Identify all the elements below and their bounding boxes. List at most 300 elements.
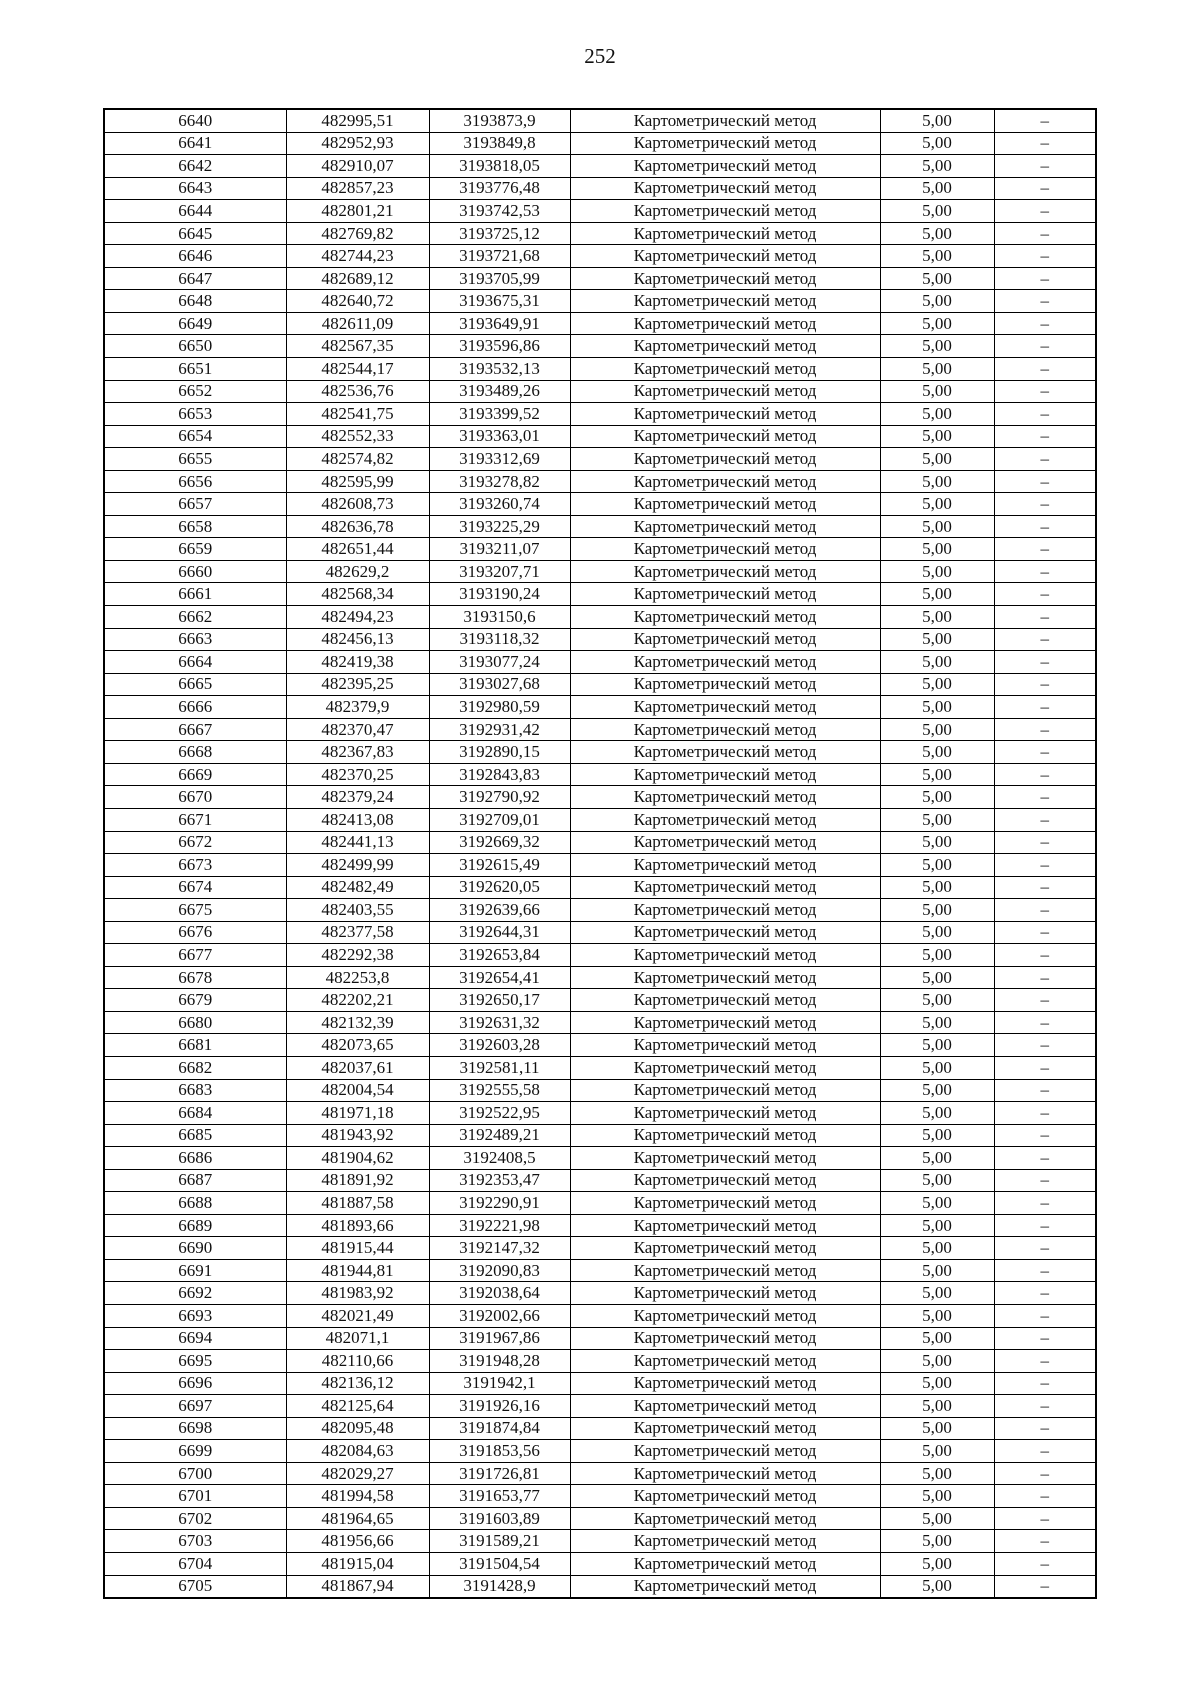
point-number-cell: 6662	[104, 606, 286, 629]
note-cell: –	[994, 200, 1096, 223]
table-row	[104, 876, 1096, 899]
method-cell: Картометрический метод	[570, 1169, 880, 1192]
note-cell: –	[994, 109, 1096, 132]
x-coordinate-cell: 482536,76	[286, 380, 429, 403]
coordinates-table	[103, 108, 1097, 1599]
accuracy-cell: 5,00	[880, 1147, 994, 1170]
x-coordinate-cell: 482095,48	[286, 1417, 429, 1440]
note-cell: –	[994, 1575, 1096, 1598]
point-number-cell: 6705	[104, 1575, 286, 1598]
method-cell: Картометрический метод	[570, 1575, 880, 1598]
x-coordinate-cell: 482952,93	[286, 132, 429, 155]
note-cell: –	[994, 1440, 1096, 1463]
point-number-cell: 6690	[104, 1237, 286, 1260]
accuracy-cell: 5,00	[880, 718, 994, 741]
note-cell: –	[994, 899, 1096, 922]
y-coordinate-cell: 3193742,53	[429, 200, 570, 223]
x-coordinate-cell: 482292,38	[286, 944, 429, 967]
point-number-cell: 6680	[104, 1011, 286, 1034]
y-coordinate-cell: 3192522,95	[429, 1102, 570, 1125]
point-number-cell: 6676	[104, 921, 286, 944]
table-row	[104, 493, 1096, 516]
y-coordinate-cell: 3193278,82	[429, 470, 570, 493]
method-cell: Картометрический метод	[570, 470, 880, 493]
accuracy-cell: 5,00	[880, 425, 994, 448]
table-row	[104, 583, 1096, 606]
note-cell: –	[994, 132, 1096, 155]
y-coordinate-cell: 3192038,64	[429, 1282, 570, 1305]
method-cell: Картометрический метод	[570, 1372, 880, 1395]
point-number-cell: 6666	[104, 696, 286, 719]
x-coordinate-cell: 481971,18	[286, 1102, 429, 1125]
table-row	[104, 1462, 1096, 1485]
note-cell: –	[994, 155, 1096, 178]
point-number-cell: 6681	[104, 1034, 286, 1057]
note-cell: –	[994, 1169, 1096, 1192]
table-row	[104, 200, 1096, 223]
table-row	[104, 380, 1096, 403]
point-number-cell: 6648	[104, 290, 286, 313]
accuracy-cell: 5,00	[880, 1237, 994, 1260]
note-cell: –	[994, 1530, 1096, 1553]
table-row	[104, 1056, 1096, 1079]
method-cell: Картометрический метод	[570, 267, 880, 290]
table-row	[104, 109, 1096, 132]
accuracy-cell: 5,00	[880, 1304, 994, 1327]
accuracy-cell: 5,00	[880, 109, 994, 132]
note-cell: –	[994, 245, 1096, 268]
x-coordinate-cell: 481867,94	[286, 1575, 429, 1598]
point-number-cell: 6691	[104, 1259, 286, 1282]
table-row	[104, 245, 1096, 268]
note-cell: –	[994, 1417, 1096, 1440]
accuracy-cell: 5,00	[880, 335, 994, 358]
table-row	[104, 673, 1096, 696]
method-cell: Картометрический метод	[570, 1440, 880, 1463]
point-number-cell: 6659	[104, 538, 286, 561]
point-number-cell: 6657	[104, 493, 286, 516]
method-cell: Картометрический метод	[570, 1259, 880, 1282]
point-number-cell: 6670	[104, 786, 286, 809]
note-cell: –	[994, 673, 1096, 696]
method-cell: Картометрический метод	[570, 1034, 880, 1057]
note-cell: –	[994, 1192, 1096, 1215]
y-coordinate-cell: 3193207,71	[429, 560, 570, 583]
method-cell: Картометрический метод	[570, 966, 880, 989]
point-number-cell: 6683	[104, 1079, 286, 1102]
note-cell: –	[994, 1553, 1096, 1576]
method-cell: Картометрический метод	[570, 1350, 880, 1373]
note-cell: –	[994, 944, 1096, 967]
accuracy-cell: 5,00	[880, 876, 994, 899]
x-coordinate-cell: 482004,54	[286, 1079, 429, 1102]
point-number-cell: 6643	[104, 177, 286, 200]
x-coordinate-cell: 482084,63	[286, 1440, 429, 1463]
point-number-cell: 6698	[104, 1417, 286, 1440]
y-coordinate-cell: 3192290,91	[429, 1192, 570, 1215]
y-coordinate-cell: 3192147,32	[429, 1237, 570, 1260]
accuracy-cell: 5,00	[880, 989, 994, 1012]
point-number-cell: 6665	[104, 673, 286, 696]
method-cell: Картометрический метод	[570, 1553, 880, 1576]
accuracy-cell: 5,00	[880, 1417, 994, 1440]
accuracy-cell: 5,00	[880, 1011, 994, 1034]
point-number-cell: 6652	[104, 380, 286, 403]
accuracy-cell: 5,00	[880, 1485, 994, 1508]
point-number-cell: 6641	[104, 132, 286, 155]
method-cell: Картометрический метод	[570, 493, 880, 516]
accuracy-cell: 5,00	[880, 966, 994, 989]
y-coordinate-cell: 3192631,32	[429, 1011, 570, 1034]
accuracy-cell: 5,00	[880, 177, 994, 200]
method-cell: Картометрический метод	[570, 335, 880, 358]
accuracy-cell: 5,00	[880, 1372, 994, 1395]
accuracy-cell: 5,00	[880, 200, 994, 223]
point-number-cell: 6658	[104, 515, 286, 538]
point-number-cell: 6653	[104, 403, 286, 426]
method-cell: Картометрический метод	[570, 1079, 880, 1102]
table-row	[104, 1417, 1096, 1440]
y-coordinate-cell: 3192221,98	[429, 1214, 570, 1237]
method-cell: Картометрический метод	[570, 921, 880, 944]
note-cell: –	[994, 876, 1096, 899]
x-coordinate-cell: 482769,82	[286, 222, 429, 245]
accuracy-cell: 5,00	[880, 651, 994, 674]
accuracy-cell: 5,00	[880, 1440, 994, 1463]
x-coordinate-cell: 482021,49	[286, 1304, 429, 1327]
method-cell: Картометрический метод	[570, 1056, 880, 1079]
note-cell: –	[994, 267, 1096, 290]
note-cell: –	[994, 1034, 1096, 1057]
method-cell: Картометрический метод	[570, 989, 880, 1012]
note-cell: –	[994, 763, 1096, 786]
x-coordinate-cell: 482071,1	[286, 1327, 429, 1350]
point-number-cell: 6661	[104, 583, 286, 606]
accuracy-cell: 5,00	[880, 673, 994, 696]
note-cell: –	[994, 989, 1096, 1012]
accuracy-cell: 5,00	[880, 155, 994, 178]
x-coordinate-cell: 482379,9	[286, 696, 429, 719]
table-row	[104, 1575, 1096, 1598]
method-cell: Картометрический метод	[570, 1282, 880, 1305]
accuracy-cell: 5,00	[880, 380, 994, 403]
point-number-cell: 6703	[104, 1530, 286, 1553]
x-coordinate-cell: 481944,81	[286, 1259, 429, 1282]
note-cell: –	[994, 493, 1096, 516]
method-cell: Картометрический метод	[570, 899, 880, 922]
method-cell: Картометрический метод	[570, 741, 880, 764]
x-coordinate-cell: 482636,78	[286, 515, 429, 538]
table-row	[104, 425, 1096, 448]
point-number-cell: 6663	[104, 628, 286, 651]
x-coordinate-cell: 482110,66	[286, 1350, 429, 1373]
table-row	[104, 267, 1096, 290]
accuracy-cell: 5,00	[880, 358, 994, 381]
accuracy-cell: 5,00	[880, 403, 994, 426]
point-number-cell: 6650	[104, 335, 286, 358]
accuracy-cell: 5,00	[880, 222, 994, 245]
table-row	[104, 132, 1096, 155]
y-coordinate-cell: 3193363,01	[429, 425, 570, 448]
x-coordinate-cell: 482073,65	[286, 1034, 429, 1057]
table-row	[104, 966, 1096, 989]
table-row	[104, 1147, 1096, 1170]
method-cell: Картометрический метод	[570, 155, 880, 178]
point-number-cell: 6673	[104, 854, 286, 877]
method-cell: Картометрический метод	[570, 312, 880, 335]
y-coordinate-cell: 3192620,05	[429, 876, 570, 899]
note-cell: –	[994, 1485, 1096, 1508]
point-number-cell: 6669	[104, 763, 286, 786]
table-row	[104, 538, 1096, 561]
point-number-cell: 6701	[104, 1485, 286, 1508]
x-coordinate-cell: 482640,72	[286, 290, 429, 313]
point-number-cell: 6642	[104, 155, 286, 178]
table-row	[104, 290, 1096, 313]
accuracy-cell: 5,00	[880, 1575, 994, 1598]
y-coordinate-cell: 3193190,24	[429, 583, 570, 606]
y-coordinate-cell: 3193118,32	[429, 628, 570, 651]
table-row	[104, 515, 1096, 538]
accuracy-cell: 5,00	[880, 560, 994, 583]
y-coordinate-cell: 3192709,01	[429, 808, 570, 831]
accuracy-cell: 5,00	[880, 1350, 994, 1373]
x-coordinate-cell: 482370,47	[286, 718, 429, 741]
method-cell: Картометрический метод	[570, 651, 880, 674]
accuracy-cell: 5,00	[880, 1079, 994, 1102]
x-coordinate-cell: 482377,58	[286, 921, 429, 944]
y-coordinate-cell: 3193150,6	[429, 606, 570, 629]
method-cell: Картометрический метод	[570, 1417, 880, 1440]
point-number-cell: 6697	[104, 1395, 286, 1418]
y-coordinate-cell: 3192650,17	[429, 989, 570, 1012]
table-row	[104, 786, 1096, 809]
method-cell: Картометрический метод	[570, 1462, 880, 1485]
accuracy-cell: 5,00	[880, 538, 994, 561]
note-cell: –	[994, 1282, 1096, 1305]
method-cell: Картометрический метод	[570, 1237, 880, 1260]
point-number-cell: 6660	[104, 560, 286, 583]
point-number-cell: 6677	[104, 944, 286, 967]
method-cell: Картометрический метод	[570, 222, 880, 245]
x-coordinate-cell: 482744,23	[286, 245, 429, 268]
note-cell: –	[994, 560, 1096, 583]
note-cell: –	[994, 1507, 1096, 1530]
accuracy-cell: 5,00	[880, 1169, 994, 1192]
table-row	[104, 1327, 1096, 1350]
table-row	[104, 1124, 1096, 1147]
x-coordinate-cell: 481887,58	[286, 1192, 429, 1215]
note-cell: –	[994, 358, 1096, 381]
method-cell: Картометрический метод	[570, 1214, 880, 1237]
y-coordinate-cell: 3193721,68	[429, 245, 570, 268]
x-coordinate-cell: 482568,34	[286, 583, 429, 606]
method-cell: Картометрический метод	[570, 560, 880, 583]
table-row	[104, 1237, 1096, 1260]
note-cell: –	[994, 425, 1096, 448]
point-number-cell: 6674	[104, 876, 286, 899]
method-cell: Картометрический метод	[570, 403, 880, 426]
method-cell: Картометрический метод	[570, 177, 880, 200]
note-cell: –	[994, 448, 1096, 471]
table-row	[104, 808, 1096, 831]
method-cell: Картометрический метод	[570, 718, 880, 741]
table-row	[104, 1553, 1096, 1576]
point-number-cell: 6649	[104, 312, 286, 335]
table-row	[104, 560, 1096, 583]
y-coordinate-cell: 3192603,28	[429, 1034, 570, 1057]
table-row	[104, 470, 1096, 493]
note-cell: –	[994, 741, 1096, 764]
note-cell: –	[994, 177, 1096, 200]
x-coordinate-cell: 482541,75	[286, 403, 429, 426]
point-number-cell: 6704	[104, 1553, 286, 1576]
method-cell: Картометрический метод	[570, 1395, 880, 1418]
table-row	[104, 1440, 1096, 1463]
point-number-cell: 6695	[104, 1350, 286, 1373]
table-row	[104, 1395, 1096, 1418]
note-cell: –	[994, 403, 1096, 426]
point-number-cell: 6675	[104, 899, 286, 922]
accuracy-cell: 5,00	[880, 854, 994, 877]
table-row	[104, 335, 1096, 358]
x-coordinate-cell: 482611,09	[286, 312, 429, 335]
x-coordinate-cell: 481915,04	[286, 1553, 429, 1576]
y-coordinate-cell: 3191926,16	[429, 1395, 570, 1418]
method-cell: Картометрический метод	[570, 1507, 880, 1530]
table-row	[104, 448, 1096, 471]
note-cell: –	[994, 515, 1096, 538]
y-coordinate-cell: 3192653,84	[429, 944, 570, 967]
point-number-cell: 6664	[104, 651, 286, 674]
table-row	[104, 1192, 1096, 1215]
accuracy-cell: 5,00	[880, 1259, 994, 1282]
y-coordinate-cell: 3191874,84	[429, 1417, 570, 1440]
point-number-cell: 6679	[104, 989, 286, 1012]
y-coordinate-cell: 3193725,12	[429, 222, 570, 245]
x-coordinate-cell: 482482,49	[286, 876, 429, 899]
note-cell: –	[994, 921, 1096, 944]
point-number-cell: 6655	[104, 448, 286, 471]
method-cell: Картометрический метод	[570, 854, 880, 877]
method-cell: Картометрический метод	[570, 1530, 880, 1553]
table-row	[104, 358, 1096, 381]
x-coordinate-cell: 482595,99	[286, 470, 429, 493]
y-coordinate-cell: 3192790,92	[429, 786, 570, 809]
accuracy-cell: 5,00	[880, 1327, 994, 1350]
y-coordinate-cell: 3192980,59	[429, 696, 570, 719]
note-cell: –	[994, 1237, 1096, 1260]
x-coordinate-cell: 482367,83	[286, 741, 429, 764]
note-cell: –	[994, 966, 1096, 989]
method-cell: Картометрический метод	[570, 1102, 880, 1125]
accuracy-cell: 5,00	[880, 1056, 994, 1079]
table-row	[104, 899, 1096, 922]
note-cell: –	[994, 606, 1096, 629]
method-cell: Картометрический метод	[570, 425, 880, 448]
method-cell: Картометрический метод	[570, 132, 880, 155]
point-number-cell: 6651	[104, 358, 286, 381]
table-row	[104, 651, 1096, 674]
x-coordinate-cell: 482379,24	[286, 786, 429, 809]
method-cell: Картометрический метод	[570, 606, 880, 629]
point-number-cell: 6667	[104, 718, 286, 741]
method-cell: Картометрический метод	[570, 1124, 880, 1147]
method-cell: Картометрический метод	[570, 245, 880, 268]
x-coordinate-cell: 482651,44	[286, 538, 429, 561]
accuracy-cell: 5,00	[880, 921, 994, 944]
note-cell: –	[994, 290, 1096, 313]
y-coordinate-cell: 3193027,68	[429, 673, 570, 696]
method-cell: Картометрический метод	[570, 763, 880, 786]
x-coordinate-cell: 482403,55	[286, 899, 429, 922]
y-coordinate-cell: 3191504,54	[429, 1553, 570, 1576]
accuracy-cell: 5,00	[880, 245, 994, 268]
y-coordinate-cell: 3191603,89	[429, 1507, 570, 1530]
y-coordinate-cell: 3192890,15	[429, 741, 570, 764]
point-number-cell: 6685	[104, 1124, 286, 1147]
note-cell: –	[994, 1079, 1096, 1102]
y-coordinate-cell: 3192581,11	[429, 1056, 570, 1079]
x-coordinate-cell: 482456,13	[286, 628, 429, 651]
x-coordinate-cell: 482419,38	[286, 651, 429, 674]
x-coordinate-cell: 482995,51	[286, 109, 429, 132]
x-coordinate-cell: 482029,27	[286, 1462, 429, 1485]
method-cell: Картометрический метод	[570, 1011, 880, 1034]
note-cell: –	[994, 1259, 1096, 1282]
y-coordinate-cell: 3193225,29	[429, 515, 570, 538]
note-cell: –	[994, 696, 1096, 719]
y-coordinate-cell: 3191853,56	[429, 1440, 570, 1463]
x-coordinate-cell: 481964,65	[286, 1507, 429, 1530]
y-coordinate-cell: 3193873,9	[429, 109, 570, 132]
x-coordinate-cell: 481956,66	[286, 1530, 429, 1553]
accuracy-cell: 5,00	[880, 267, 994, 290]
x-coordinate-cell: 482608,73	[286, 493, 429, 516]
y-coordinate-cell: 3192489,21	[429, 1124, 570, 1147]
y-coordinate-cell: 3192644,31	[429, 921, 570, 944]
point-number-cell: 6684	[104, 1102, 286, 1125]
point-number-cell: 6699	[104, 1440, 286, 1463]
note-cell: –	[994, 1147, 1096, 1170]
x-coordinate-cell: 482253,8	[286, 966, 429, 989]
y-coordinate-cell: 3192639,66	[429, 899, 570, 922]
table-row	[104, 222, 1096, 245]
y-coordinate-cell: 3193776,48	[429, 177, 570, 200]
y-coordinate-cell: 3193649,91	[429, 312, 570, 335]
accuracy-cell: 5,00	[880, 606, 994, 629]
y-coordinate-cell: 3192090,83	[429, 1259, 570, 1282]
x-coordinate-cell: 482125,64	[286, 1395, 429, 1418]
point-number-cell: 6645	[104, 222, 286, 245]
accuracy-cell: 5,00	[880, 763, 994, 786]
note-cell: –	[994, 380, 1096, 403]
point-number-cell: 6693	[104, 1304, 286, 1327]
method-cell: Картометрический метод	[570, 876, 880, 899]
point-number-cell: 6689	[104, 1214, 286, 1237]
method-cell: Картометрический метод	[570, 808, 880, 831]
table-row	[104, 628, 1096, 651]
accuracy-cell: 5,00	[880, 1553, 994, 1576]
note-cell: –	[994, 222, 1096, 245]
table-row	[104, 1507, 1096, 1530]
note-cell: –	[994, 538, 1096, 561]
point-number-cell: 6687	[104, 1169, 286, 1192]
x-coordinate-cell: 482689,12	[286, 267, 429, 290]
accuracy-cell: 5,00	[880, 1395, 994, 1418]
y-coordinate-cell: 3193705,99	[429, 267, 570, 290]
method-cell: Картометрический метод	[570, 696, 880, 719]
